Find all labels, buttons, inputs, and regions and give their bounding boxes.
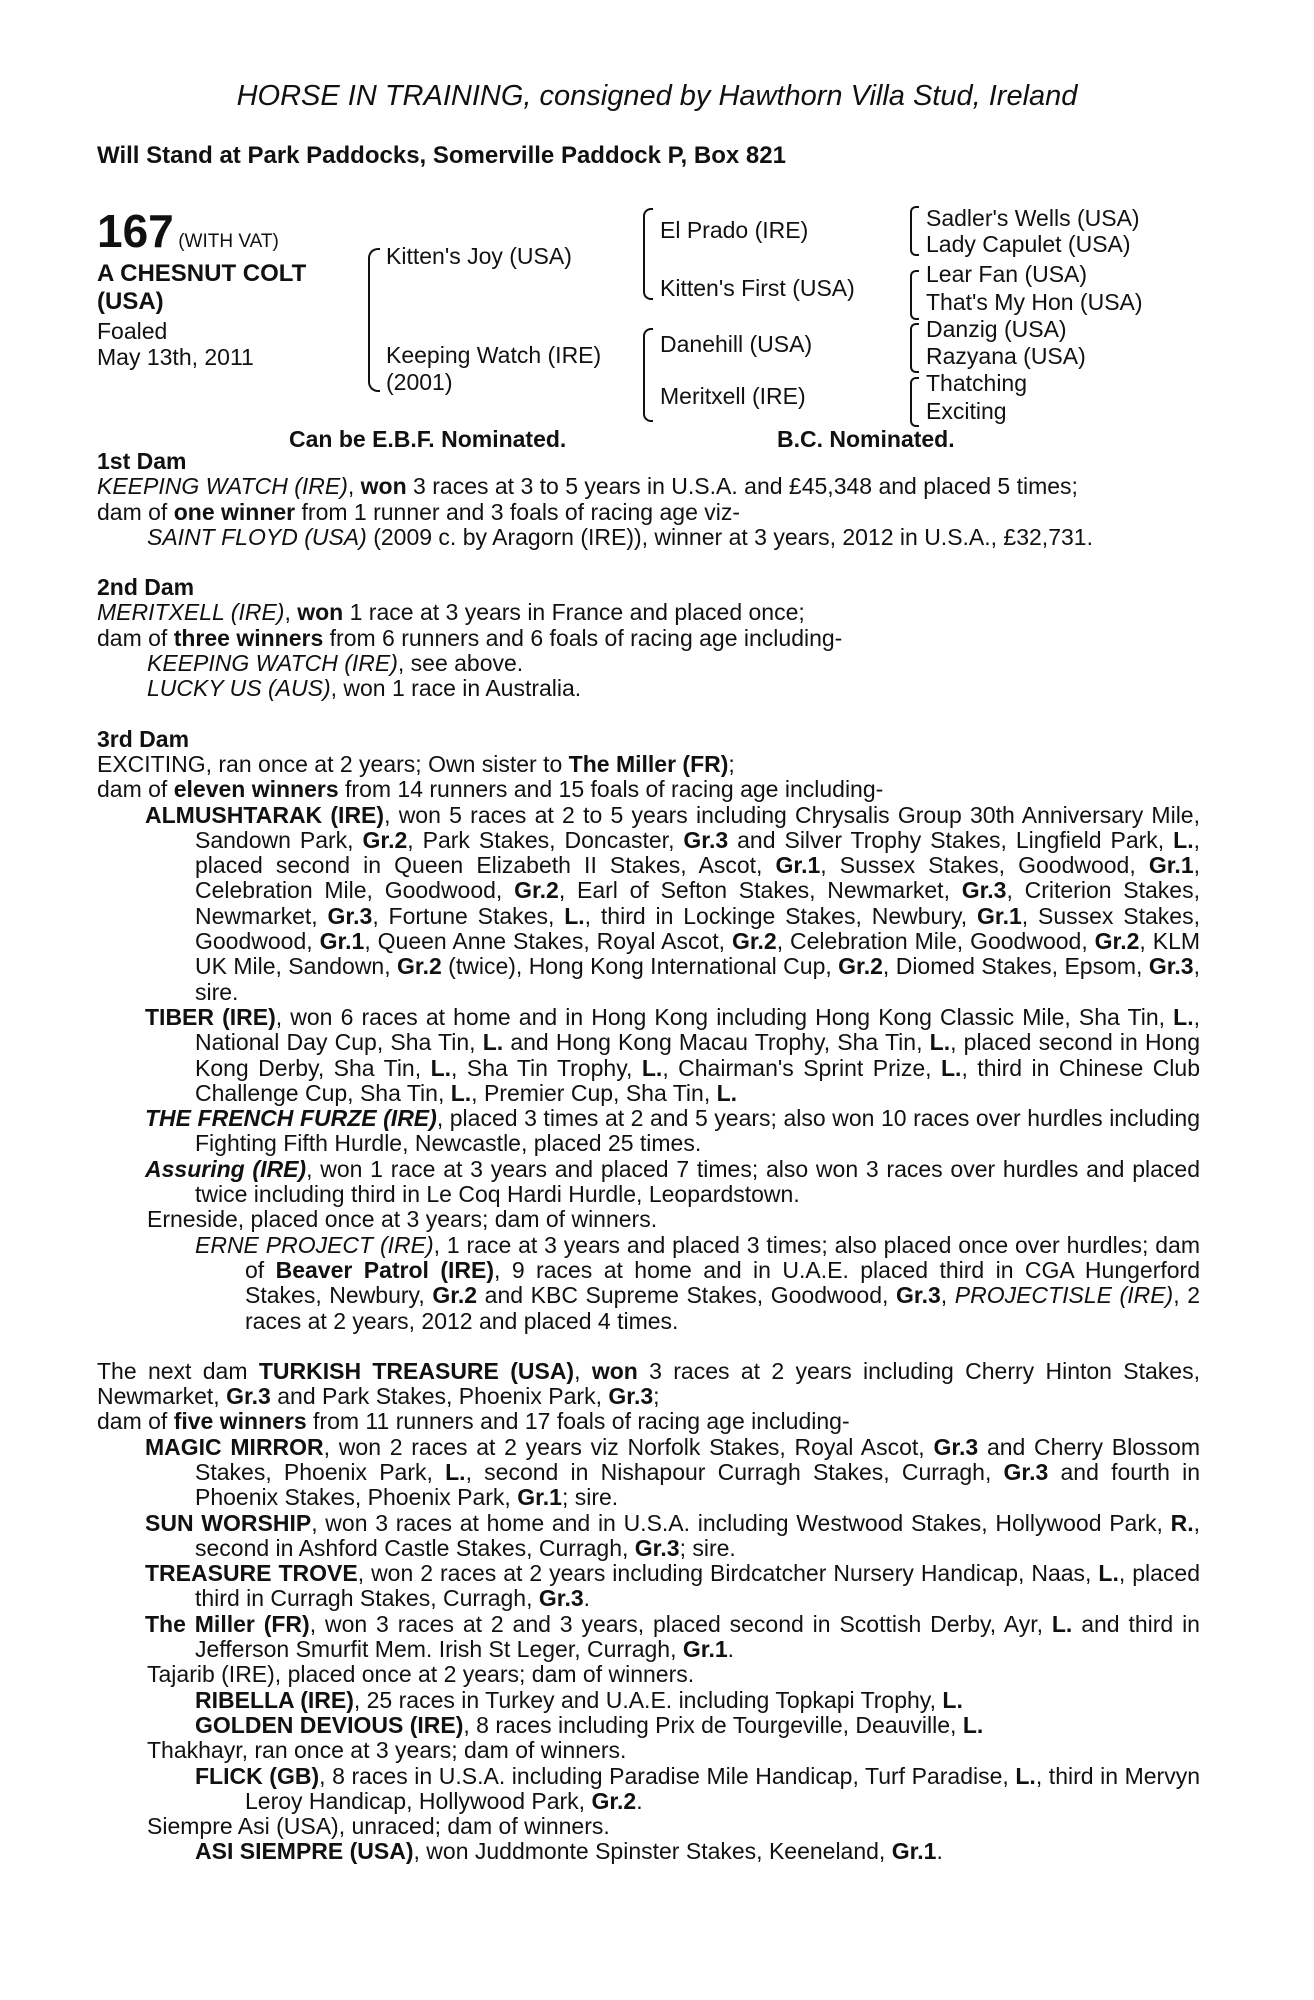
dam-sire-sire: Danzig (USA): [926, 316, 1067, 342]
progeny-erne-project: ERNE PROJECT (IRE), 1 race at 3 years and placed 3 times; also placed once over hurdles; dam of Beaver Patrol (IRE), 9 races at home and in U.A.E. placed third in CGA Hungerford Stakes, Newbury, Gr.2 and KBC Supreme Stakes, Goodwood, Gr.3, PROJECTISLE (IRE), 2 races at 2 years, 2012 and placed 4 times.: [195, 1231, 1200, 1334]
dam-sire: Danehill (USA): [660, 331, 813, 357]
progeny-almushtarak: ALMUSHTARAK (IRE), won 5 races at 2 to 5 years including Chrysalis Group 30th Anniversary Mile, Sandown Park, Gr.2, Park Stakes, Doncaster, Gr.3 and Silver Trophy Stakes, Lingfield Park, L., placed second in Queen Elizabeth II Stakes, Ascot, Gr.1, Sussex Stakes, Goodwood, Gr.1, Celebration Mile, Goodwood, Gr.2, Earl of Sefton Stakes, Newmarket, Gr.3, Criterion Stakes, Newmarket, Gr.3, Fortune Stakes, L., third in Lockinge Stakes, Newbury, Gr.1, Sussex Stakes, Goodwood, Gr.1, Queen Anne Stakes, Royal Ascot, Gr.2, Celebration Mile, Goodwood, Gr.2, KLM UK Mile, Sandown, Gr.2 (twice), Hong Kong International Cup, Gr.2, Diomed Stakes, Epsom, Gr.3, sire.: [145, 801, 1201, 1005]
dam-line: [97, 449, 1200, 1865]
dam-name: Keeping Watch (IRE): [386, 342, 602, 368]
progeny-the-miller: The Miller (FR), won 3 races at 2 and 3 years, placed second in Scottish Derby, Ayr, L. and third in Jefferson Smurfit Mem. Irish St Leger, Curragh, Gr.1.: [145, 1610, 1200, 1663]
second-dam-foal: KEEPING WATCH (IRE), see above.: [147, 650, 524, 677]
second-dam-foal: LUCKY US (AUS), won 1 race in Australia.: [147, 675, 582, 702]
progeny-tajarib: Tajarib (IRE), placed once at 2 years; dam of winners.: [147, 1661, 695, 1688]
lot-description-line1: A CHESNUT COLT: [97, 260, 307, 287]
progeny-golden-devious: GOLDEN DEVIOUS (IRE), 8 races including Prix de Tourgeville, Deauville, L.: [195, 1711, 984, 1738]
foaled-label: Foaled: [97, 318, 168, 344]
brace-gen3-3: [910, 323, 919, 373]
sire-dam-dam: That's My Hon (USA): [926, 289, 1143, 315]
third-dam-heading: 3rd Dam: [97, 725, 190, 752]
lot-number: 167: [97, 205, 174, 257]
foaled-date: May 13th, 2011: [97, 344, 254, 370]
first-dam-produce: dam of one winner from 1 runner and 3 foals of racing age viz-: [97, 498, 741, 525]
brace-gen1: [368, 248, 380, 392]
sire-sire: El Prado (IRE): [660, 217, 809, 243]
dam-dam-dam: Exciting: [926, 398, 1007, 424]
progeny-treasure-trove: TREASURE TROVE, won 2 races at 2 years including Birdcatcher Nursery Handicap, Naas, L., placed third in Curragh Stakes, Curragh, Gr.3.: [145, 1560, 1200, 1612]
progeny-magic-mirror: MAGIC MIRROR, won 2 races at 2 years viz Norfolk Stakes, Royal Ascot, Gr.3 and Cherry Blossom Stakes, Phoenix Park, L., second in Nishapour Curragh Stakes, Curragh, Gr.3 and fourth in Phoenix Stakes, Phoenix Park, Gr.1; sire.: [145, 1433, 1200, 1511]
third-dam-line: EXCITING, ran once at 2 years; Own sister to The Miller (FR);: [97, 750, 735, 777]
dam-year: (2001): [386, 369, 453, 395]
lot-description-line2: (USA): [97, 288, 164, 315]
progeny-assuring: Assuring (IRE), won 1 race at 3 years and placed 7 times; also won 3 races over hurdles and placed twice including third in Le Coq Hardi Hurdle, Leopardstown.: [145, 1155, 1200, 1208]
first-dam-heading: 1st Dam: [97, 448, 187, 474]
next-dam-line: The next dam TURKISH TREASURE (USA), won 3 races at 2 years including Cherry Hinton Stakes, Newmarket, Gr.3 and Park Stakes, Phoenix Park, Gr.3;: [97, 1357, 1200, 1410]
foaled-info: [97, 318, 254, 370]
sire-sire-dam: Lady Capulet (USA): [926, 231, 1131, 257]
progeny-french-furze: THE FRENCH FURZE (IRE), placed 3 times at 2 and 5 years; also won 10 races over hurdles including Fighting Fifth Hurdle, Newcastle, placed 25 times.: [145, 1105, 1200, 1157]
dam-dam-sire: Thatching: [926, 370, 1028, 396]
progeny-asi-siempre: ASI SIEMPRE (USA), won Juddmonte Spinster Stakes, Keeneland, Gr.1.: [195, 1838, 943, 1865]
brace-gen3-4: [910, 377, 919, 427]
second-dam-produce: dam of three winners from 6 runners and 6 foals of racing age including-: [97, 624, 843, 651]
progeny-tiber: TIBER (IRE), won 6 races at home and in Hong Kong including Hong Kong Classic Mile, Sha Tin, L., National Day Cup, Sha Tin, L. and Hong Kong Macau Trophy, Sha Tin, L., placed second in Hong Kong Derby, Sha Tin, L., Sha Tin Trophy, L., Chairman's Sprint Prize, L., third in Chinese Club Challenge Cup, Sha Tin, L., Premier Cup, Sha Tin, L.: [145, 1003, 1200, 1106]
first-dam-line: KEEPING WATCH (IRE), won 3 races at 3 to 5 years in U.S.A. and £45,348 and placed 5 times;: [97, 473, 1078, 500]
page-header: HORSE IN TRAINING, consigned by Hawthorn Villa Stud, Ireland: [236, 80, 1078, 112]
progeny-siempre-asi: Siempre Asi (USA), unraced; dam of winners.: [147, 1813, 610, 1840]
progeny-erneside: Erneside, placed once at 3 years; dam of winners.: [147, 1206, 658, 1233]
brace-sire: [643, 208, 653, 300]
brace-gen3-2: [910, 270, 919, 320]
first-dam-foal: SAINT FLOYD (USA) (2009 c. by Aragorn (IRE)), winner at 3 years, 2012 in U.S.A., £32,731.: [147, 523, 1093, 550]
progeny-thakhayr: Thakhayr, ran once at 3 years; dam of winners.: [147, 1737, 627, 1764]
second-dam-heading: 2nd Dam: [97, 574, 195, 601]
sire: Kitten's Joy (USA): [386, 243, 572, 269]
lot-description: [97, 260, 306, 316]
stand-location: Will Stand at Park Paddocks, Somerville Paddock P, Box 821: [97, 142, 786, 169]
bc-nomination: B.C. Nominated.: [777, 426, 955, 452]
lot-heading: [97, 204, 279, 258]
ebf-nomination: Can be E.B.F. Nominated.: [289, 426, 567, 452]
third-dam-produce: dam of eleven winners from 14 runners and 15 foals of racing age including-: [97, 776, 884, 803]
sire-sire-sire: Sadler's Wells (USA): [926, 205, 1140, 231]
sire-dam-sire: Lear Fan (USA): [926, 261, 1088, 287]
dam-sire-dam: Razyana (USA): [926, 343, 1086, 369]
progeny-sun-worship: SUN WORSHIP, won 3 races at home and in U.S.A. including Westwood Stakes, Hollywood Park, R., second in Ashford Castle Stakes, Curragh, Gr.3; sire.: [145, 1509, 1200, 1561]
progeny-ribella: RIBELLA (IRE), 25 races in Turkey and U.A.E. including Topkapi Trophy, L.: [195, 1686, 963, 1713]
next-dam-produce: dam of five winners from 11 runners and 17 foals of racing age including-: [97, 1408, 850, 1435]
vat-note: (WITH VAT): [178, 231, 279, 252]
brace-gen3-1: [910, 206, 919, 256]
second-dam-line: MERITXELL (IRE), won 1 race at 3 years in France and placed once;: [97, 599, 805, 626]
sire-dam: Kitten's First (USA): [660, 275, 855, 301]
progeny-flick: FLICK (GB), 8 races in U.S.A. including Paradise Mile Handicap, Turf Paradise, L., third in Mervyn Leroy Handicap, Hollywood Park, Gr.2.: [195, 1762, 1201, 1814]
dam-dam: Meritxell (IRE): [660, 383, 806, 409]
brace-dam: [643, 328, 653, 422]
dam: [386, 342, 601, 396]
